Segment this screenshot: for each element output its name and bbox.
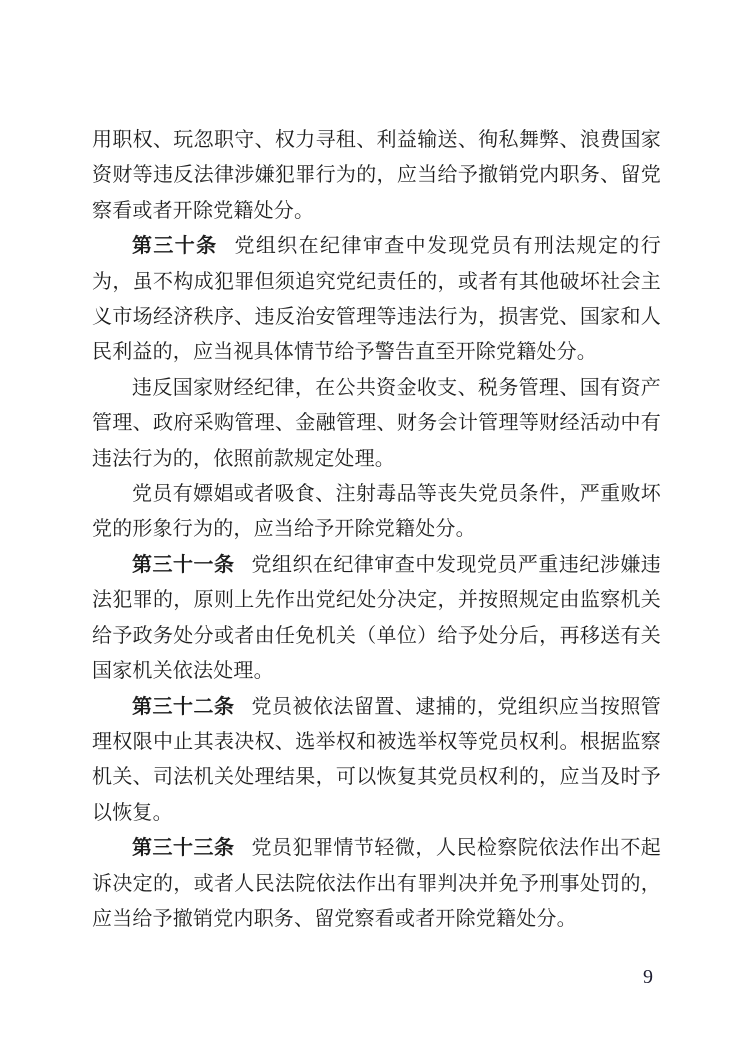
paragraph-text: 违反国家财经纪律，在公共资金收支、税务管理、国有资产管理、政府采购管理、金融管理、财务会计管理等财经活动中有违法行为的，依照前款规定处理。 xyxy=(92,376,661,470)
paragraph-text: 党组织在纪律审查中发现党员有刑法规定的行为，虽不构成犯罪但须追究党纪责任的，或者有其他破坏社会主义市场经济秩序、违反治安管理等违法行为，损害党、国家和人民利益的，应当视具体情节给予警告直至开除党籍处分。 xyxy=(92,235,661,364)
paragraph xyxy=(92,690,661,832)
article-number: 第三十条 xyxy=(132,235,218,258)
paragraph xyxy=(92,371,661,477)
paragraph-text: 党员犯罪情节轻微，人民检察院依法作出不起诉决定的，或者人民法院依法作出有罪判决并免予刑事处罚的，应当给予撤销党内职务、留党察看或者开除党籍处分。 xyxy=(92,837,662,930)
paragraph xyxy=(92,548,661,690)
article-number: 第三十三条 xyxy=(132,837,235,860)
paragraph-text: 用职权、玩忽职守、权力寻租、利益输送、徇私舞弊、浪费国家资财等违反法律涉嫌犯罪行为的，应当给予撤销党内职务、留党察看或者开除党籍处分。 xyxy=(92,129,661,222)
paragraph-text: 党组织在纪律审查中发现党员严重违纪涉嫌违法犯罪的，原则上先作出党纪处分决定，并按照规定由监察机关给予政务处分或者由任免机关（单位）给予处分后，再移送有关国家机关依法处理。 xyxy=(92,553,662,683)
article-number: 第三十二条 xyxy=(132,695,235,718)
paragraph xyxy=(92,477,661,548)
page-number: 9 xyxy=(643,966,653,988)
paragraph xyxy=(92,229,661,371)
paragraph xyxy=(92,123,661,229)
paragraph-text: 党员有嫖娼或者吸食、注射毒品等丧失党员条件，严重败坏党的形象行为的，应当给予开除党籍处分。 xyxy=(92,483,661,541)
paragraph-text: 党员被依法留置、逮捕的，党组织应当按照管理权限中止其表决权、选举权和被选举权等党员权利。根据监察机关、司法机关处理结果，可以恢复其党员权利的，应当及时予以恢复。 xyxy=(92,695,662,824)
document-body xyxy=(92,123,661,937)
paragraph xyxy=(92,831,661,937)
article-number: 第三十一条 xyxy=(132,553,235,576)
